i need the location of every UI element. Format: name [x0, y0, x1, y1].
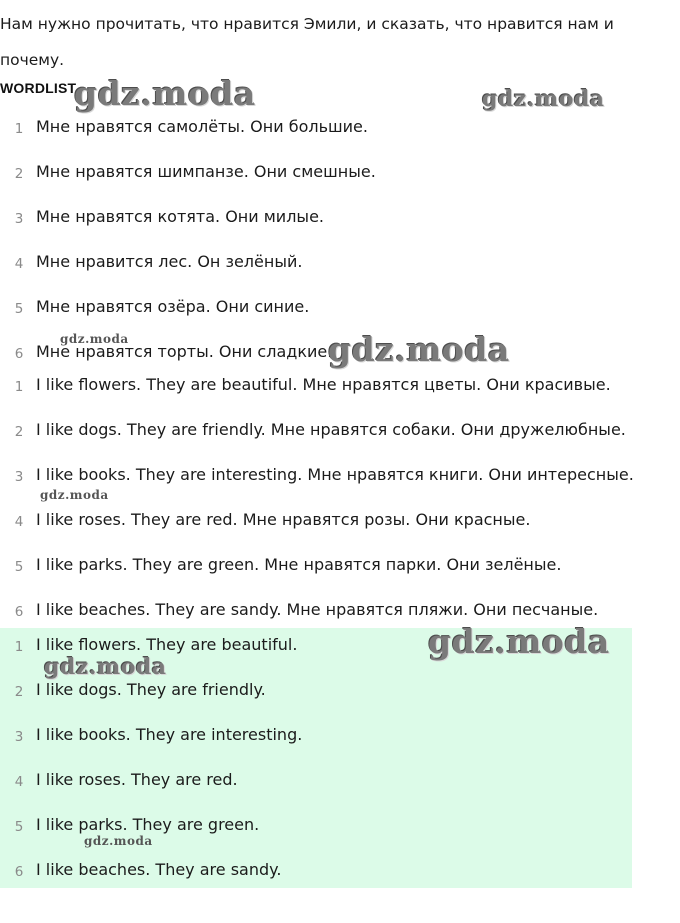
watermark: gdz.moda [84, 834, 153, 848]
item-text: I like parks. They are green. Мне нравятся парки. Они зелёные. [36, 555, 562, 574]
item-number: 4 [14, 256, 24, 272]
bilingual-sentence-list [0, 374, 660, 644]
item-text: I like roses. They are red. Мне нравятся розы. Они красные. [36, 510, 531, 529]
list-item [0, 509, 660, 554]
item-text: Мне нравятся котята. Они милые. [36, 207, 324, 226]
item-number: 1 [14, 639, 24, 655]
list-item [0, 769, 660, 814]
russian-sentence-list [0, 116, 660, 386]
item-number: 1 [14, 121, 24, 137]
list-item [0, 296, 660, 341]
watermark: gdz.moda [328, 330, 510, 369]
item-text: I like beaches. They are sandy. Мне нравятся пляжи. Они песчаные. [36, 600, 599, 619]
item-text: Мне нравятся самолёты. Они большие. [36, 117, 368, 136]
item-text: Мне нравятся озёра. Они синие. [36, 297, 310, 316]
list-item [0, 724, 660, 769]
intro-text: Нам нужно прочитать, что нравится Эмили, и сказать, что нравится нам и почему. [0, 15, 614, 69]
list-item [0, 206, 660, 251]
item-number: 2 [14, 684, 24, 700]
list-item [0, 374, 660, 419]
list-item [0, 859, 660, 904]
item-number: 4 [14, 514, 24, 530]
item-number: 6 [14, 864, 24, 880]
list-item [0, 251, 660, 296]
item-number: 3 [14, 469, 24, 485]
item-text: I like flowers. They are beautiful. [36, 635, 298, 654]
list-item [0, 161, 660, 206]
item-text: I like books. They are interesting. [36, 725, 303, 744]
item-text: I like dogs. They are friendly. Мне нравятся собаки. Они дружелюбные. [36, 420, 626, 439]
list-item [0, 634, 660, 679]
watermark: gdz.moda [44, 654, 167, 680]
item-text: I like parks. They are green. [36, 815, 260, 834]
list-item [0, 419, 660, 464]
watermark: gdz.moda [428, 622, 610, 661]
watermark: gdz.moda [60, 332, 129, 346]
item-text: I like roses. They are red. [36, 770, 238, 789]
item-number: 2 [14, 424, 24, 440]
item-number: 2 [14, 166, 24, 182]
item-text: Мне нравятся шимпанзе. Они смешные. [36, 162, 376, 181]
item-number: 1 [14, 379, 24, 395]
item-number: 3 [14, 211, 24, 227]
list-item [0, 554, 660, 599]
english-answer-list [0, 634, 660, 904]
item-number: 6 [14, 604, 24, 620]
list-item [0, 679, 660, 724]
wordlist-heading: WORDLIST [0, 80, 77, 96]
item-text: I like beaches. They are sandy. [36, 860, 282, 879]
list-item [0, 814, 660, 859]
item-number: 5 [14, 301, 24, 317]
item-text: Мне нравятся торты. Они сладкие. [36, 342, 333, 361]
list-item [0, 116, 660, 161]
item-number: 3 [14, 729, 24, 745]
item-text: I like flowers. They are beautiful. Мне нравятся цветы. Они красивые. [36, 375, 611, 394]
item-number: 5 [14, 559, 24, 575]
item-text: Мне нравится лес. Он зелёный. [36, 252, 303, 271]
item-number: 6 [14, 346, 24, 362]
item-text: I like books. They are interesting. Мне нравятся книги. Они интересные. [36, 465, 634, 484]
watermark: gdz.moda [482, 86, 605, 112]
list-item [0, 464, 660, 509]
watermark: gdz.moda [40, 488, 109, 502]
item-number: 4 [14, 774, 24, 790]
item-number: 5 [14, 819, 24, 835]
item-text: I like dogs. They are friendly. [36, 680, 266, 699]
watermark: gdz.moda [74, 74, 256, 113]
